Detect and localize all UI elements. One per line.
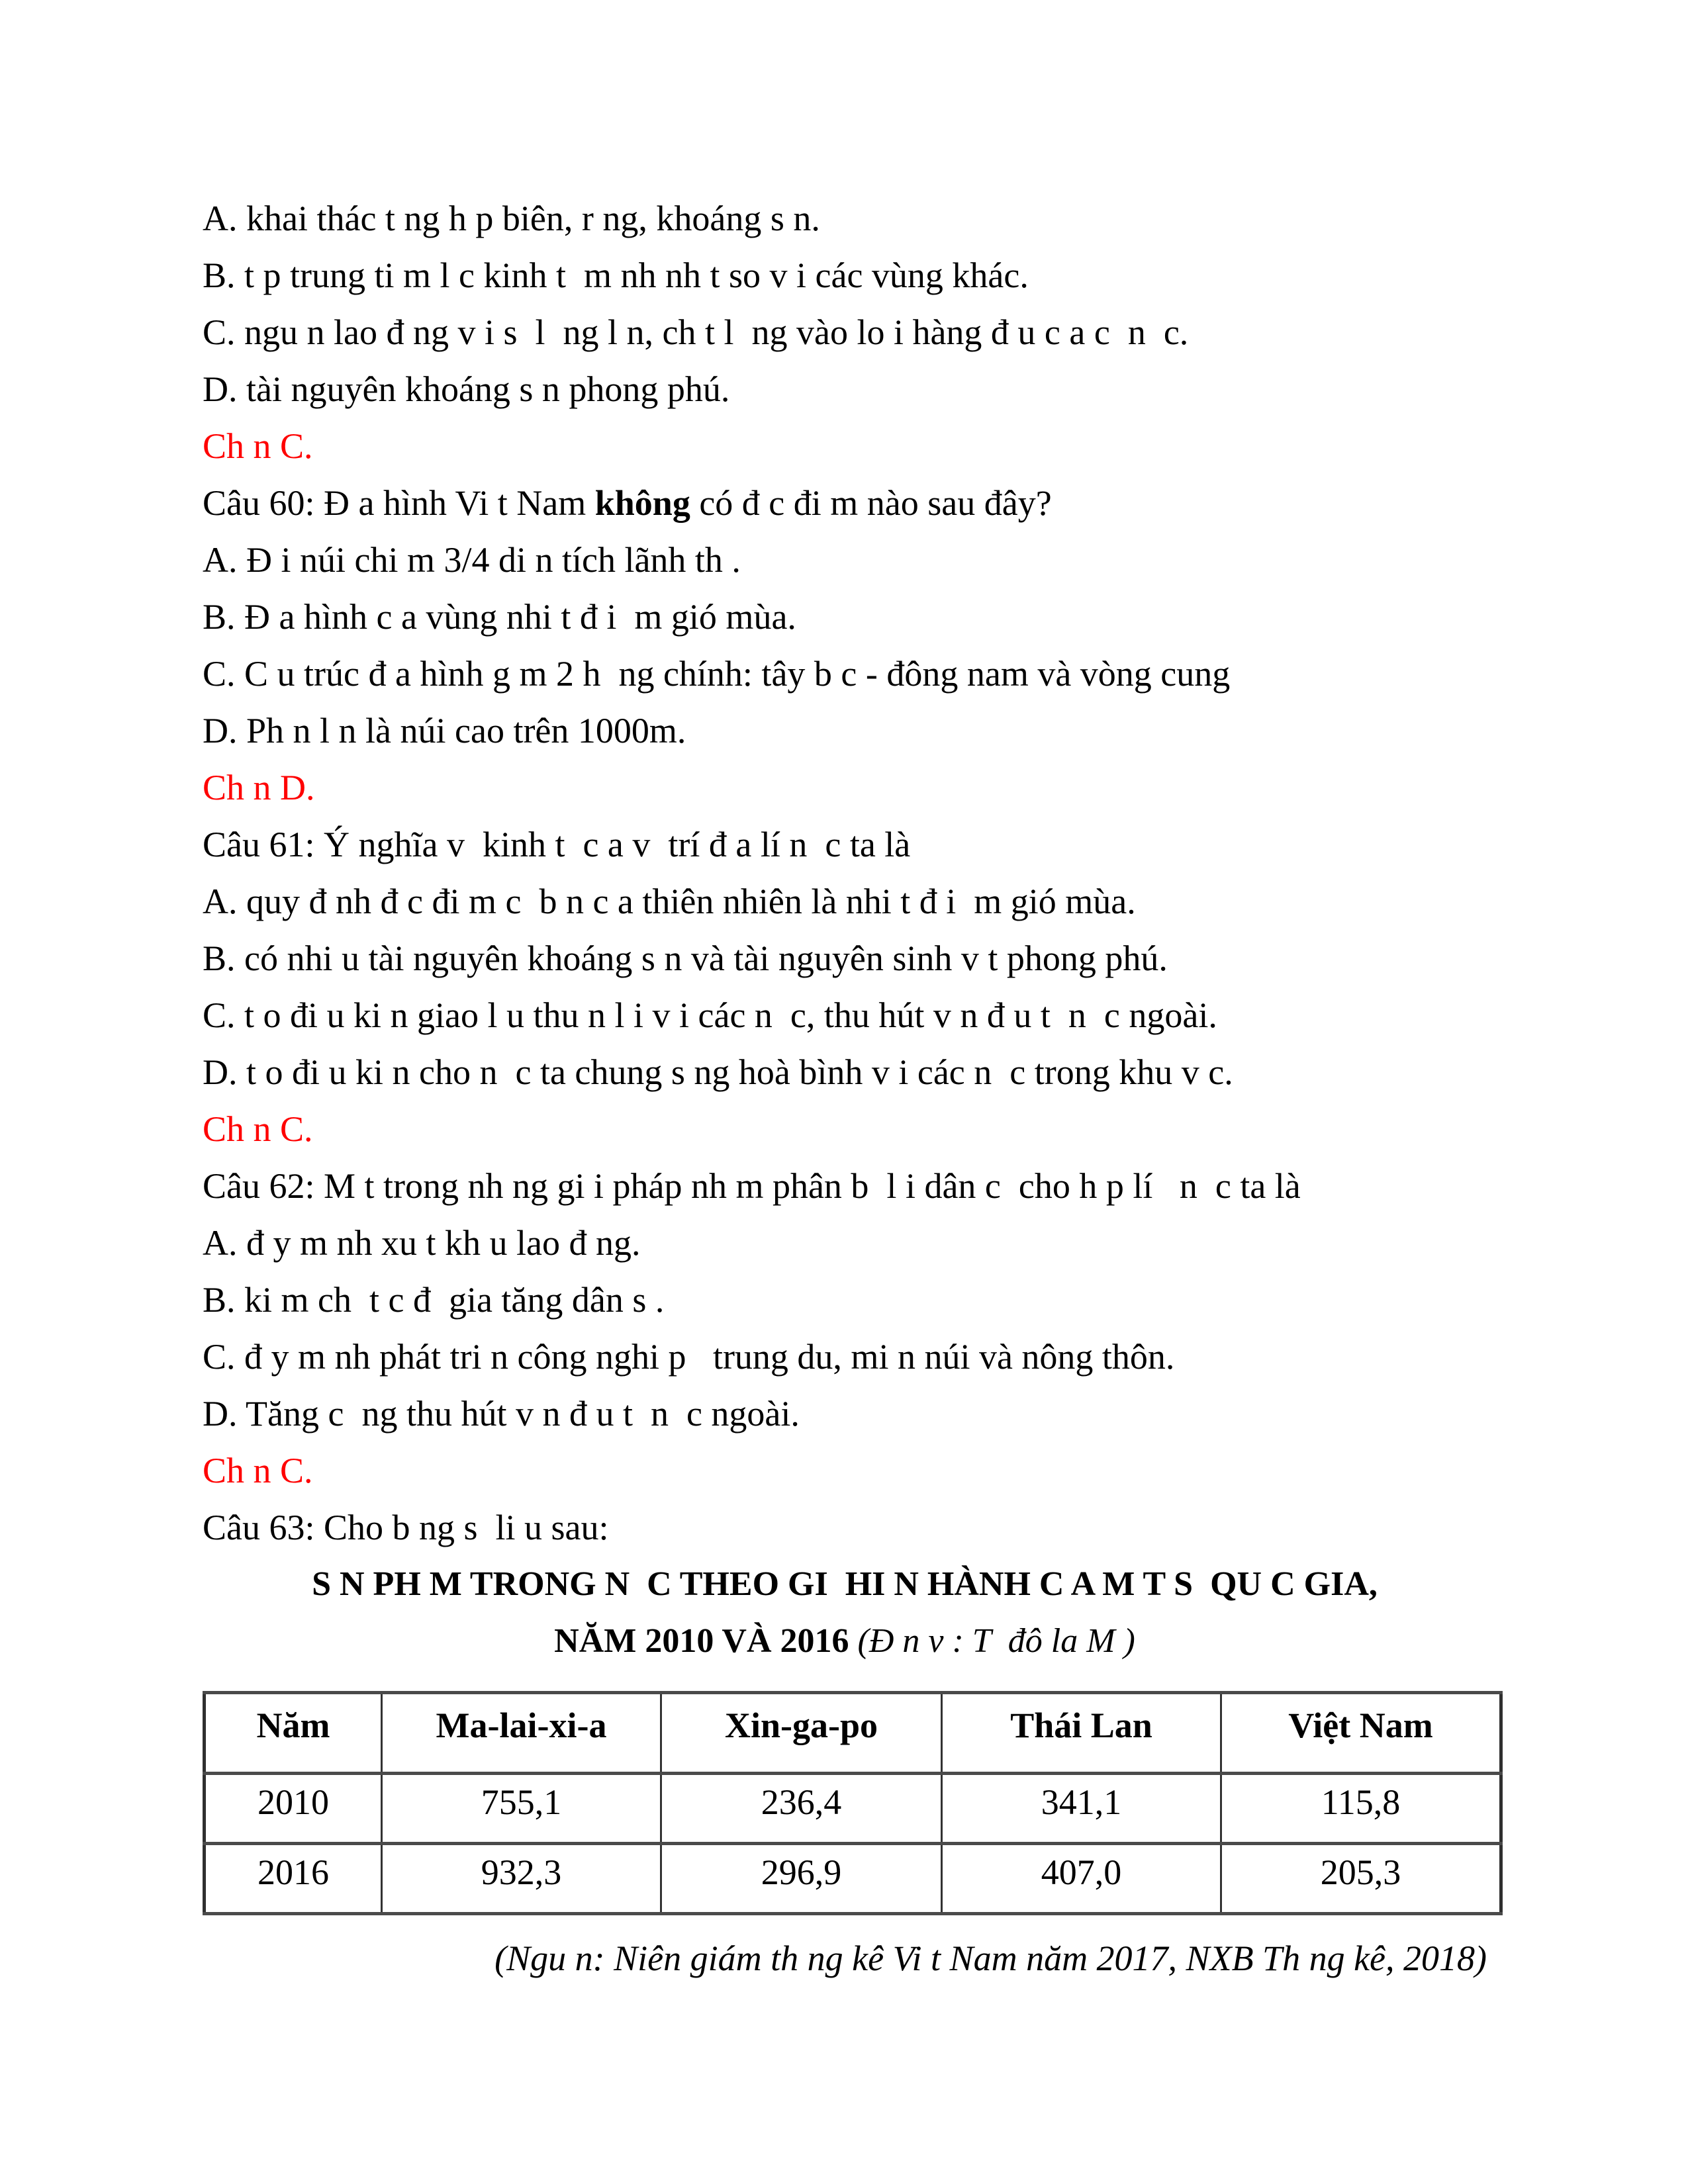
- table-header-row: [205, 1693, 1501, 1774]
- table-cell-year: 2010: [205, 1774, 382, 1844]
- q63-question-intro: Câu 63: Cho b ng s li u sau:: [203, 1508, 609, 1547]
- q60-option-c: C. C u trúc đ a hình g m 2 h ng chính: tây b c - đông nam và vòng cung: [203, 654, 1231, 694]
- table-cell: 341,1: [942, 1774, 1221, 1844]
- q59-answer-key: Ch n C.: [203, 426, 313, 466]
- q61-question: Câu 61: Ý nghĩa v kinh t c a v trí đ a lí n c ta là: [203, 825, 911, 864]
- table-title-years: NĂM 2010 VÀ 2016: [554, 1622, 858, 1660]
- table-header-malaixia: Ma-lai-xi-a: [382, 1693, 661, 1774]
- q61-option-a: A. quy đ nh đ c đi m c b n c a thiên nhiên là nhi t đ i m gió mùa.: [203, 882, 1136, 921]
- q61-option-c: C. t o đi u ki n giao l u thu n l i v i các n c, thu hút v n đ u t n c ngoài.: [203, 995, 1217, 1035]
- q59-option-a: A. khai thác t ng h p biên, r ng, khoáng s n.: [203, 199, 820, 238]
- table-cell: 407,0: [942, 1844, 1221, 1914]
- q60-answer-key: Ch n D.: [203, 768, 315, 807]
- q59-option-b: B. t p trung ti m l c kinh t m nh nh t so v i các vùng khác.: [203, 255, 1029, 295]
- q60-option-b: B. Đ a hình c a vùng nhi t đ i m gió mùa.: [203, 597, 796, 637]
- table-cell-year: 2016: [205, 1844, 382, 1914]
- table-header-nam: Năm: [205, 1693, 382, 1774]
- q60-option-a: A. Đ i núi chi m 3/4 di n tích lãnh th .: [203, 540, 741, 580]
- table-header-vietnam: Việt Nam: [1221, 1693, 1501, 1774]
- q60-question-pre: Câu 60: Đ a hình Vi t Nam: [203, 483, 595, 523]
- q62-option-b: B. ki m ch t c đ gia tăng dân s .: [203, 1280, 665, 1320]
- data-table: [203, 1691, 1503, 1915]
- table-title-line2: [203, 1613, 1487, 1670]
- table-unit-note: (Đ n v : T đô la M ): [857, 1622, 1135, 1660]
- q59-option-d: D. tài nguyên khoáng s n phong phú.: [203, 369, 730, 409]
- q62-option-d: D. Tăng c ng thu hút v n đ u t n c ngoài.: [203, 1394, 800, 1433]
- table-cell: 115,8: [1221, 1774, 1501, 1844]
- q60-question-post: có đ c đi m nào sau đây?: [690, 483, 1052, 523]
- q60-question: [203, 475, 1487, 531]
- table-row-2016: [205, 1844, 1501, 1914]
- q62-question: Câu 62: M t trong nh ng gi i pháp nh m phân b l i dân c cho h p lí n c ta là: [203, 1166, 1301, 1206]
- q62-answer-key: Ch n C.: [203, 1451, 313, 1490]
- q61-option-b: B. có nhi u tài nguyên khoáng s n và tài nguyên sinh v t phong phú.: [203, 938, 1168, 978]
- q61-answer-key: Ch n C.: [203, 1109, 313, 1149]
- q60-option-d: D. Ph n l n là núi cao trên 1000m.: [203, 711, 686, 751]
- q59-option-c: C. ngu n lao đ ng v i s l ng l n, ch t l ng vào lo i hàng đ u c a c n c.: [203, 312, 1189, 352]
- table-header-thailan: Thái Lan: [942, 1693, 1221, 1774]
- table-cell: 755,1: [382, 1774, 661, 1844]
- table-source-note: (Ngu n: Niên giám th ng kê Vi t Nam năm 2017, NXB Th ng kê, 2018): [494, 1938, 1487, 1978]
- table-cell: 296,9: [661, 1844, 942, 1914]
- q62-option-c: C. đ y m nh phát tri n công nghi p trung du, mi n núi và nông thôn.: [203, 1337, 1175, 1377]
- table-row-2010: [205, 1774, 1501, 1844]
- table-cell: 205,3: [1221, 1844, 1501, 1914]
- q60-question-bold: không: [594, 483, 690, 523]
- q61-option-d: D. t o đi u ki n cho n c ta chung s ng hoà bình v i các n c trong khu v c.: [203, 1052, 1233, 1092]
- table-title-line1: S N PH M TRONG N C THEO GI HI N HÀNH C A M T S QU C GIA,: [312, 1565, 1378, 1603]
- table-cell: 932,3: [382, 1844, 661, 1914]
- table-cell: 236,4: [661, 1774, 942, 1844]
- table-header-xingapo: Xin-ga-po: [661, 1693, 942, 1774]
- q62-option-a: A. đ y m nh xu t kh u lao đ ng.: [203, 1223, 641, 1263]
